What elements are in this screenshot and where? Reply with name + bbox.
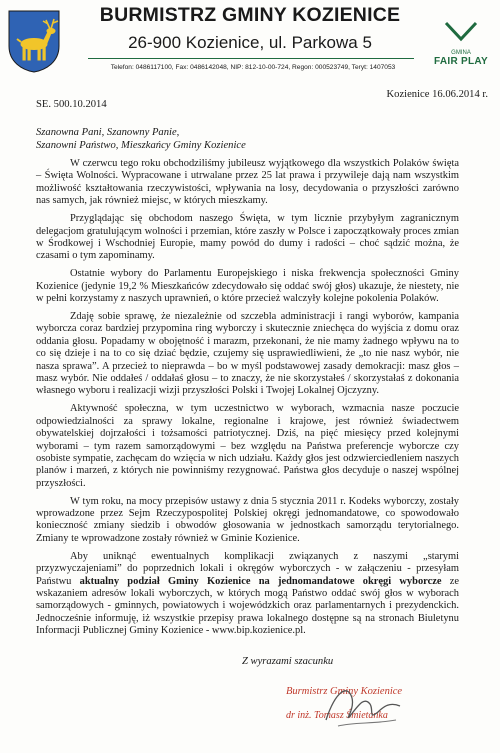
reference-number: SE. 500.10.2014 [36, 99, 107, 110]
salutation-line-2: Szanowni Państwo, Mieszkańcy Gminy Kozienice [36, 140, 246, 151]
letter-date: Kozienice 16.06.2014 r. [386, 89, 488, 100]
paragraph-4: Zdaję sobie sprawę, że niezależnie od szczebla administracji i rangi wyborów, kampania wyborcza coraz bardziej przypomina ring wyborczy i skutecznie zniechęca do wyjścia z domu oraz oddania głosu. Popadamy w obojętność i marazm, przekonani, że nie mamy żadnego wpływu na to co się dzieje i na to co się dziać będzie, czujemy się usprawiedliwieni, że „to nie nasz wybór, nie nasza sprawa”. A przecież to nieprawda – bo w myśl podstawowej zasady demokracji: masz głos – masz wybór. Nie oddałeś / oddałaś głosu – to znaczy, że nie skorzystałeś / skorzystałaś z dokonania własnego wyboru i realizacji wizji przyszłości Polski i Twojej Lokalnej Ojczyzny. [36, 310, 459, 397]
salutation-line-1: Szanowna Pani, Szanowny Panie, [36, 127, 180, 138]
paragraph-7-end: ze wskazaniem adresów lokali wyborczych, w których mogą Państwo oddać swój głos w wyborach samorządowych - gminnych, powiatowych i wojewódzkich oraz parlamentarnych i prezydenckich. Jednocześnie informuję, iż wszystkie przepisy prawa lokalnego dostępne są na stronach Biuletynu Informacji Publicznej Gminy Kozienice - www.bip.kozienice.pl. [36, 575, 460, 637]
closing-phrase: Z wyrazami szacunku [242, 656, 334, 667]
stamp-title: Burmistrz Gminy Kozienice [286, 686, 403, 697]
paragraph-3: Ostatnie wybory do Parlamentu Europejskiego i niska frekwencja społeczności Gminy Kozienice (jedynie 19,2 % Mieszkańców zdecydowało się oddać swój głos) ukazuje, że niestety, nie w pełni korzystamy z naszych uprawnień, o które przecież walczyły kolejne pokolenia Polaków. [36, 268, 459, 305]
paragraph-7-bold: aktualny podział Gminy Kozienice na jednomandatowe okręgi wyborcze [79, 575, 442, 587]
paragraph-7 [36, 551, 459, 638]
fair-play-logo [426, 20, 496, 70]
paragraph-2: Przyglądając się obchodom naszego Święta, w tym licznie przybyłym zagranicznym delegacjom gratulującym wolności i przemian, które zaszły w Polsce i zapoczątkowały proces zmian w Środkowej i Wschodniej Europie, mamy powód do dumy i radości – choć sądzić można, że czasami o tym zapominamy. [36, 213, 459, 262]
paragraph-7-start: Aby uniknąć ewentualnych komplikacji związanych z naszymi „starymi przyzwyczajeniami” do poprzednich lokali i okręgów wyborczych - w załączeniu - przesyłam Państwu [36, 550, 459, 587]
salutation [36, 126, 246, 152]
page-title: BURMISTRZ GMINY KOZIENICE [99, 4, 401, 26]
stamp-name: dr inż. Tomasz Śmietanka [286, 710, 388, 721]
chevron-check-icon [443, 20, 479, 44]
paragraph-6: W tym roku, na mocy przepisów ustawy z dnia 5 stycznia 2011 r. Kodeks wyborczy, zostały wprowadzone przez Sejm Rzeczypospolitej Polskiej okręgi jednomandatowe, co spowodowało konieczność zmiany siedzib i obwodów głosowania w jednostkach samorządu terytorialnego. Zmiany te wprowadzone zostały również w Gminie Kozienice. [36, 495, 459, 544]
paragraph-5: Aktywność społeczna, w tym uczestnictwo w wyborach, wzmacnia nasze poczucie odpowiedzialności za sprawy lokalne, regionalne i krajowe, jest również świadectwem obywatelskiej dojrzałości i tożsamości patriotycznej. Dziś, na pięć miesięcy przed kolejnymi wyborami – tym razem samorządowymi – bez względu na Państwa preferencje wyborcze czy osobiste sympatie, zachęcam do wzięcia w nich udziału. Każdy głos jest odzwierciedleniem naszych planów i marzeń, z których nie powinniśmy rezygnować. Państwa głos decyduje o naszej wspólnej przyszłości. [36, 403, 459, 489]
letter-body [36, 158, 459, 643]
header-divider [88, 58, 414, 59]
logo-gmina-label: GMINA [451, 50, 471, 56]
logo-fair-play-label: FAIR PLAY [433, 56, 488, 67]
paragraph-1: W czerwcu tego roku obchodziliśmy jubileusz wyjątkowego dla wszystkich Polaków święta – Święta Wolności. Wypracowane i utrwalane przez 25 lat prawa i przywileje dają nam wszystkim możliwość kształtowania rzeczywistości, wpływania na losy, decydowania o przyszłości zarówno nas samych, jak również miejsc, w których mieszkamy. [36, 158, 459, 207]
office-address: 26-900 Kozienice, ul. Parkowa 5 [128, 33, 372, 52]
handwritten-signature [318, 676, 408, 736]
contact-line: Telefon: 0486117100, Fax: 0486142048, NIP: 812-10-00-724, Regon: 000523749, Teryt: 1407053 [110, 64, 396, 71]
